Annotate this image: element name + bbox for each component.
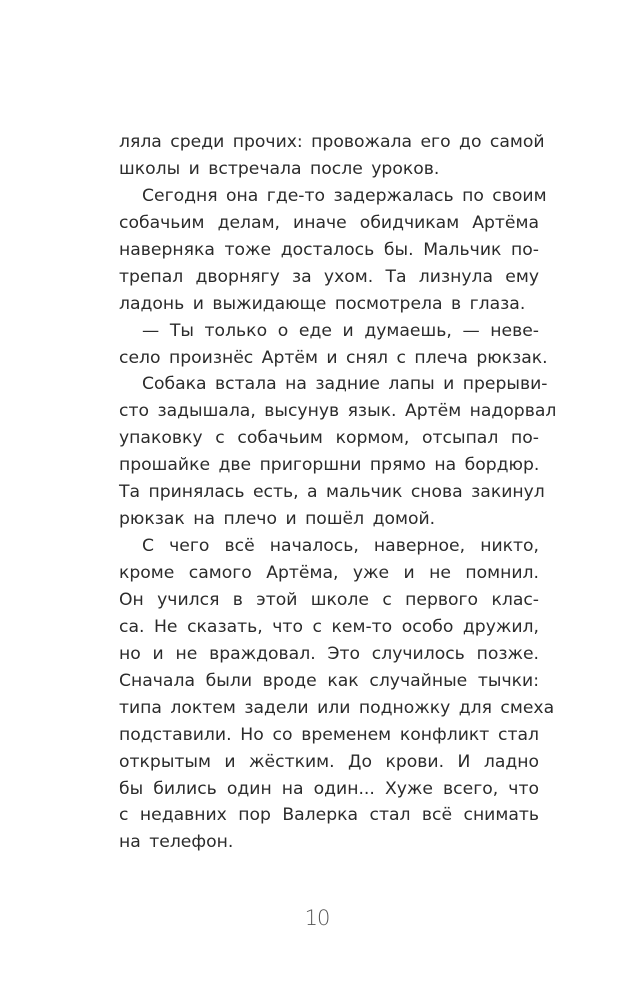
text-line: типа локтем задели или подножку для смеха	[119, 697, 555, 718]
text-line: рюкзак на плечо и пошёл домой.	[119, 509, 436, 530]
text-line: село произнёс Артём и снял с плеча рюкзак.	[119, 347, 548, 368]
text-line: подставили. Но со временем конфликт стал	[119, 724, 539, 745]
page-number: 10	[304, 906, 330, 930]
text-line: Он учился в этой школе с первого клас-	[119, 589, 539, 610]
text-line: на телефон.	[119, 832, 234, 853]
text-line: кроме самого Артёма, уже и не помнил.	[119, 563, 539, 583]
text-line: — Ты только о еде и думаешь, — неве-	[142, 320, 539, 341]
text-line: Сегодня она где-то задержалась по своим	[142, 185, 547, 206]
text-line: бы бились один на один... Хуже всего, что	[119, 778, 539, 799]
text-line: С чего всё началось, наверное, никто,	[142, 536, 539, 557]
text-line: сто задышала, высунув язык. Артём надорвал	[119, 401, 557, 422]
text-line: Та принялась есть, а мальчик снова закинул	[119, 482, 545, 503]
text-line: школы и встречала после уроков.	[119, 158, 440, 179]
text-line: са. Не сказать, что с кем-то особо дружил,	[119, 616, 539, 637]
text-line: прошайке две пригоршни прямо на бордюр.	[119, 455, 540, 476]
body-text	[119, 129, 557, 856]
text-line: трепал дворнягу за ухом. Та лизнула ему	[119, 266, 539, 287]
text-line: но и не враждовал. Это случилось позже.	[119, 643, 539, 664]
text-line: Сначала были вроде как случайные тычки:	[119, 670, 539, 691]
text-line: упаковку с собачьим кормом, отсыпал по-	[119, 428, 539, 449]
text-line: наверняка тоже досталось бы. Мальчик по-	[119, 239, 539, 260]
text-line: ладонь и выжидающе посмотрела в глаза.	[119, 293, 526, 314]
text-line: ляла среди прочих: провожала его до самой	[119, 132, 545, 152]
text-line: открытым и жёстким. До крови. И ладно	[119, 751, 539, 772]
text-line: собачьим делам, иначе обидчикам Артёма	[119, 212, 539, 233]
text-line: с недавних пор Валерка стал всё снимать	[119, 805, 539, 826]
text-line: Собака встала на задние лапы и прерыви-	[142, 374, 548, 395]
